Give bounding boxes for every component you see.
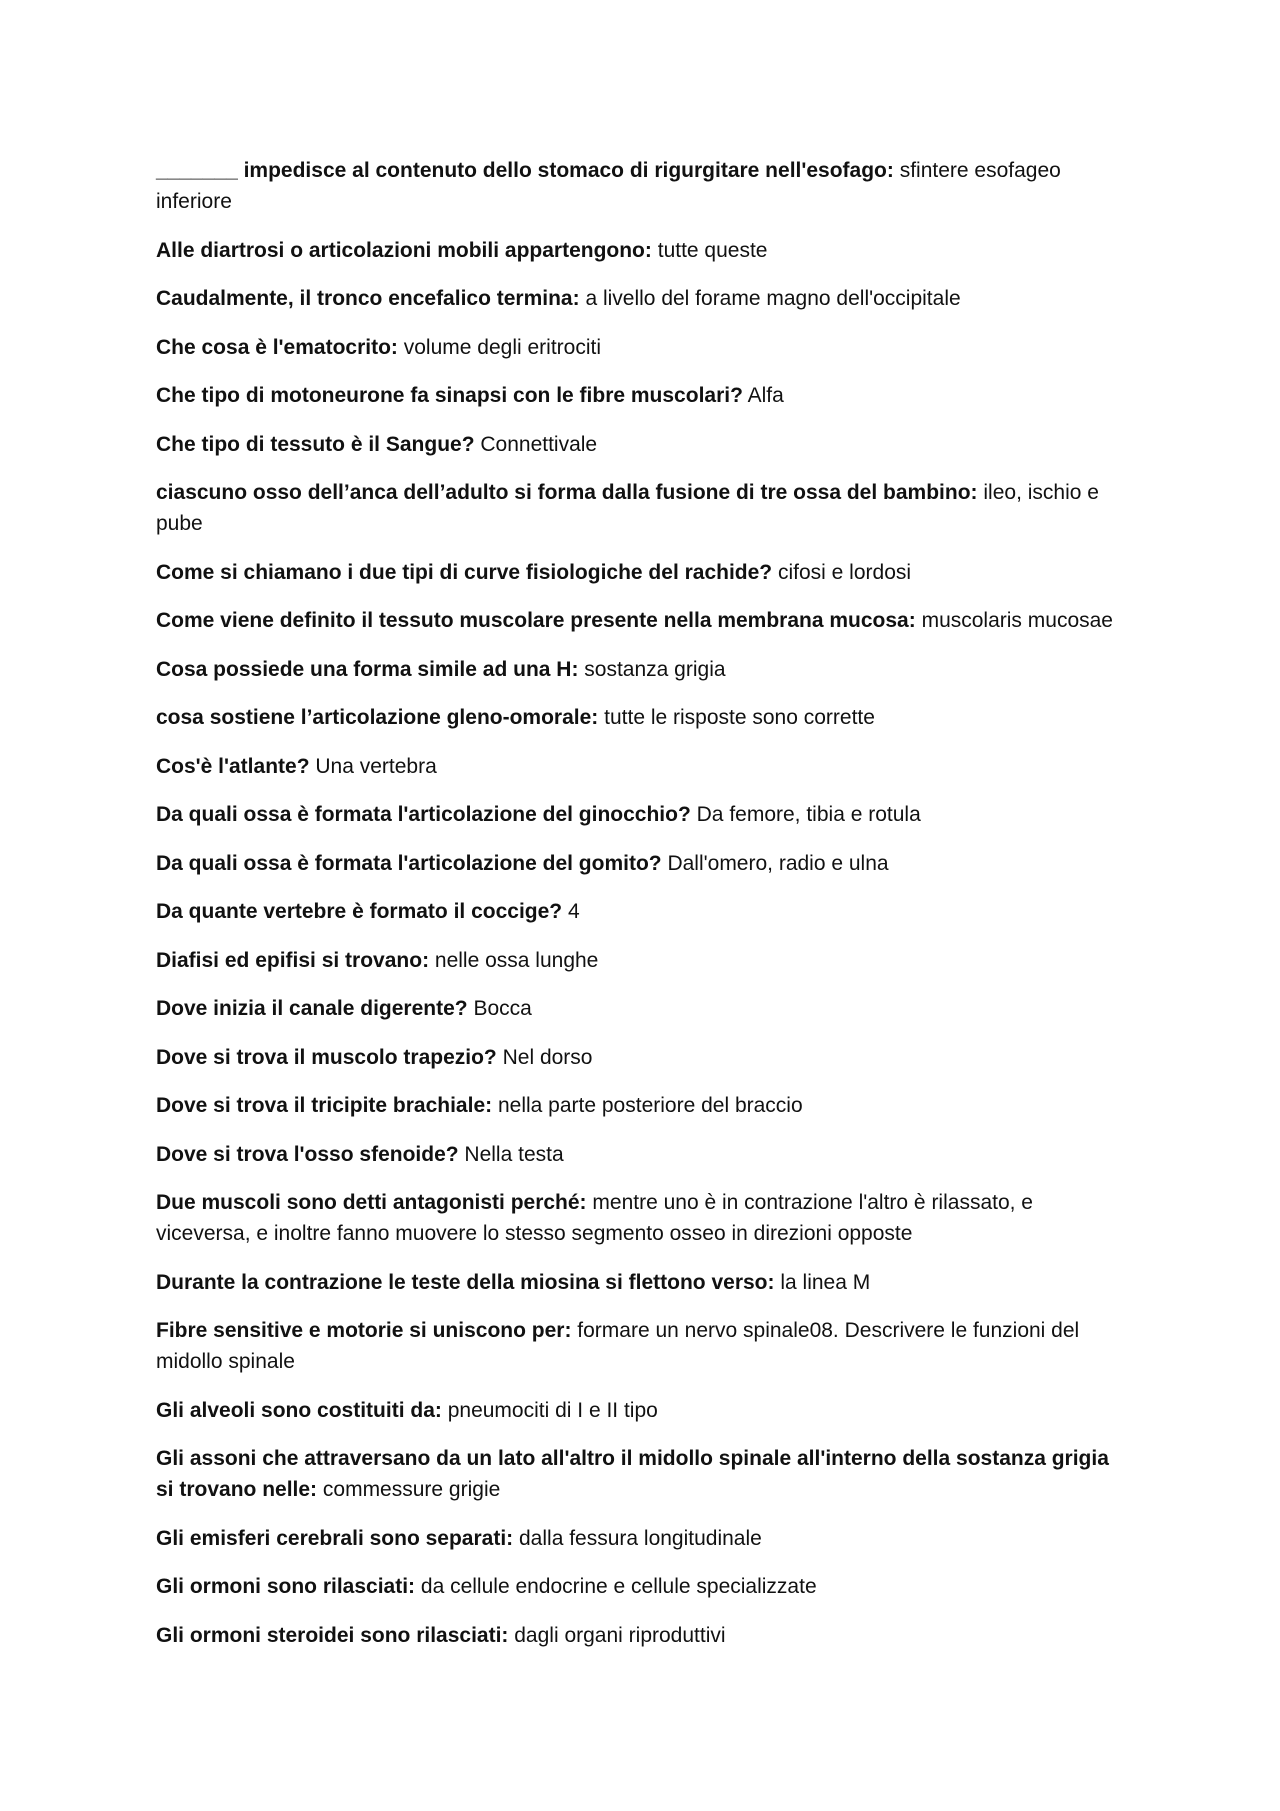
qa-entry <box>156 477 1126 539</box>
answer-text: tutte queste <box>657 238 768 262</box>
qa-entry <box>156 283 1126 314</box>
qa-entry <box>156 1620 1126 1651</box>
question-text: Cosa possiede una forma simile ad una H: <box>156 657 579 681</box>
qa-entry <box>156 332 1126 363</box>
question-text: Che cosa è l'ematocrito: <box>156 335 398 359</box>
answer-text: la linea M <box>780 1270 871 1294</box>
qa-entry <box>156 702 1126 733</box>
question-text: Dove si trova il tricipite brachiale: <box>156 1094 493 1117</box>
answer-text: 4 <box>567 900 580 923</box>
question-text: Da quali ossa è formata l'articolazione del ginocchio? <box>156 803 691 826</box>
question-text: Gli ormoni sono rilasciati: <box>156 1575 416 1598</box>
question-text: ciascuno osso dell’anca dell’adulto si forma dalla fusione di tre ossa del bambino: <box>156 481 978 504</box>
question-text: Da quante vertebre è formato il coccige? <box>156 900 563 923</box>
question-text: Che tipo di tessuto è il Sangue? <box>156 432 475 456</box>
answer-text: Alfa <box>747 384 784 407</box>
question-text: Dove si trova il muscolo trapezio? <box>156 1045 497 1069</box>
qa-entry <box>156 1395 1126 1426</box>
question-text: Diafisi ed epifisi si trovano: <box>156 948 430 972</box>
answer-text: muscolaris mucosae <box>921 609 1113 632</box>
question-text: Alle diartrosi o articolazioni mobili appartengono: <box>156 238 652 262</box>
question-text: Da quali ossa è formata l'articolazione del gomito? <box>156 851 662 875</box>
qa-entry <box>156 1090 1126 1121</box>
answer-text: cifosi e lordosi <box>777 560 912 584</box>
question-text: Gli alveoli sono costituiti da: <box>156 1398 442 1422</box>
answer-text: formare un nervo spinale08. Descrivere le funzioni del midollo spinale <box>156 1319 1080 1373</box>
question-text: Dove inizia il canale digerente? <box>156 997 468 1020</box>
qa-entry <box>156 993 1126 1024</box>
question-text: Dove si trova l'osso sfenoide? <box>156 1142 459 1166</box>
answer-text: tutte le risposte sono corrette <box>604 706 875 729</box>
qa-entry <box>156 557 1126 588</box>
answer-text: nella parte posteriore del braccio <box>497 1094 803 1117</box>
answer-text: sostanza grigia <box>584 657 726 681</box>
answer-text: Dall'omero, radio e ulna <box>667 851 889 875</box>
answer-text: ileo, ischio e pube <box>156 481 1099 535</box>
answer-text: dagli organi riproduttivi <box>514 1623 726 1647</box>
question-text: Come si chiamano i due tipi di curve fisiologiche del rachide? <box>156 560 773 584</box>
answer-text: Una vertebra <box>315 754 437 778</box>
answer-text: Da femore, tibia e rotula <box>696 803 921 826</box>
question-text: Due muscoli sono detti antagonisti perché: <box>156 1191 587 1214</box>
qa-entry <box>156 896 1126 927</box>
answer-text: pneumociti di I e II tipo <box>447 1398 658 1422</box>
question-text: Gli ormoni steroidei sono rilasciati: <box>156 1623 509 1647</box>
qa-entry <box>156 1267 1126 1298</box>
question-text: Cos'è l'atlante? <box>156 754 310 778</box>
qa-entry <box>156 235 1126 266</box>
qa-entry <box>156 429 1126 460</box>
qa-entry <box>156 1315 1126 1377</box>
question-text: cosa sostiene l’articolazione gleno-omorale: <box>156 706 599 729</box>
qa-entry <box>156 799 1126 830</box>
answer-text: mentre uno è in contrazione l'altro è rilassato, e viceversa, e inoltre fanno muovere lo stesso segmento osseo in direzioni opposte <box>156 1191 1033 1245</box>
document-page <box>156 155 1126 1668</box>
answer-text: da cellule endocrine e cellule specializzate <box>420 1575 817 1598</box>
answer-text: Nella testa <box>464 1142 564 1166</box>
answer-text: Nel dorso <box>502 1045 593 1069</box>
qa-entry <box>156 1523 1126 1554</box>
question-text: Come viene definito il tessuto muscolare presente nella membrana mucosa: <box>156 609 916 632</box>
question-text: _______ impedisce al contenuto dello stomaco di rigurgitare nell'esofago: <box>156 159 894 182</box>
answer-text: Bocca <box>473 997 532 1020</box>
answer-text: Connettivale <box>480 432 598 456</box>
question-text: Che tipo di motoneurone fa sinapsi con le fibre muscolari? <box>156 384 743 407</box>
qa-entry <box>156 1139 1126 1170</box>
answer-text: volume degli eritrociti <box>403 335 601 359</box>
question-text: Gli emisferi cerebrali sono separati: <box>156 1526 514 1550</box>
question-text: Fibre sensitive e motorie si uniscono per: <box>156 1319 572 1342</box>
qa-entry <box>156 1443 1126 1505</box>
answer-text: dalla fessura longitudinale <box>519 1526 762 1550</box>
qa-entry <box>156 1571 1126 1602</box>
answer-text: sfintere esofageo inferiore <box>156 159 1061 213</box>
qa-entry <box>156 155 1126 217</box>
qa-entry <box>156 945 1126 976</box>
question-text: Durante la contrazione le teste della miosina si flettono verso: <box>156 1270 775 1294</box>
answer-text: commessure grigie <box>322 1478 501 1501</box>
qa-entry <box>156 751 1126 782</box>
qa-entry <box>156 380 1126 411</box>
qa-entry <box>156 848 1126 879</box>
qa-entry <box>156 1187 1126 1249</box>
qa-entry <box>156 1042 1126 1073</box>
qa-entry <box>156 605 1126 636</box>
question-text: Caudalmente, il tronco encefalico termina: <box>156 287 580 310</box>
answer-text: nelle ossa lunghe <box>434 948 599 972</box>
question-text: Gli assoni che attraversano da un lato all'altro il midollo spinale all'interno della sostanza grigia si trovano nelle: <box>156 1447 1109 1501</box>
answer-text: a livello del forame magno dell'occipitale <box>585 287 961 310</box>
qa-entry <box>156 654 1126 685</box>
